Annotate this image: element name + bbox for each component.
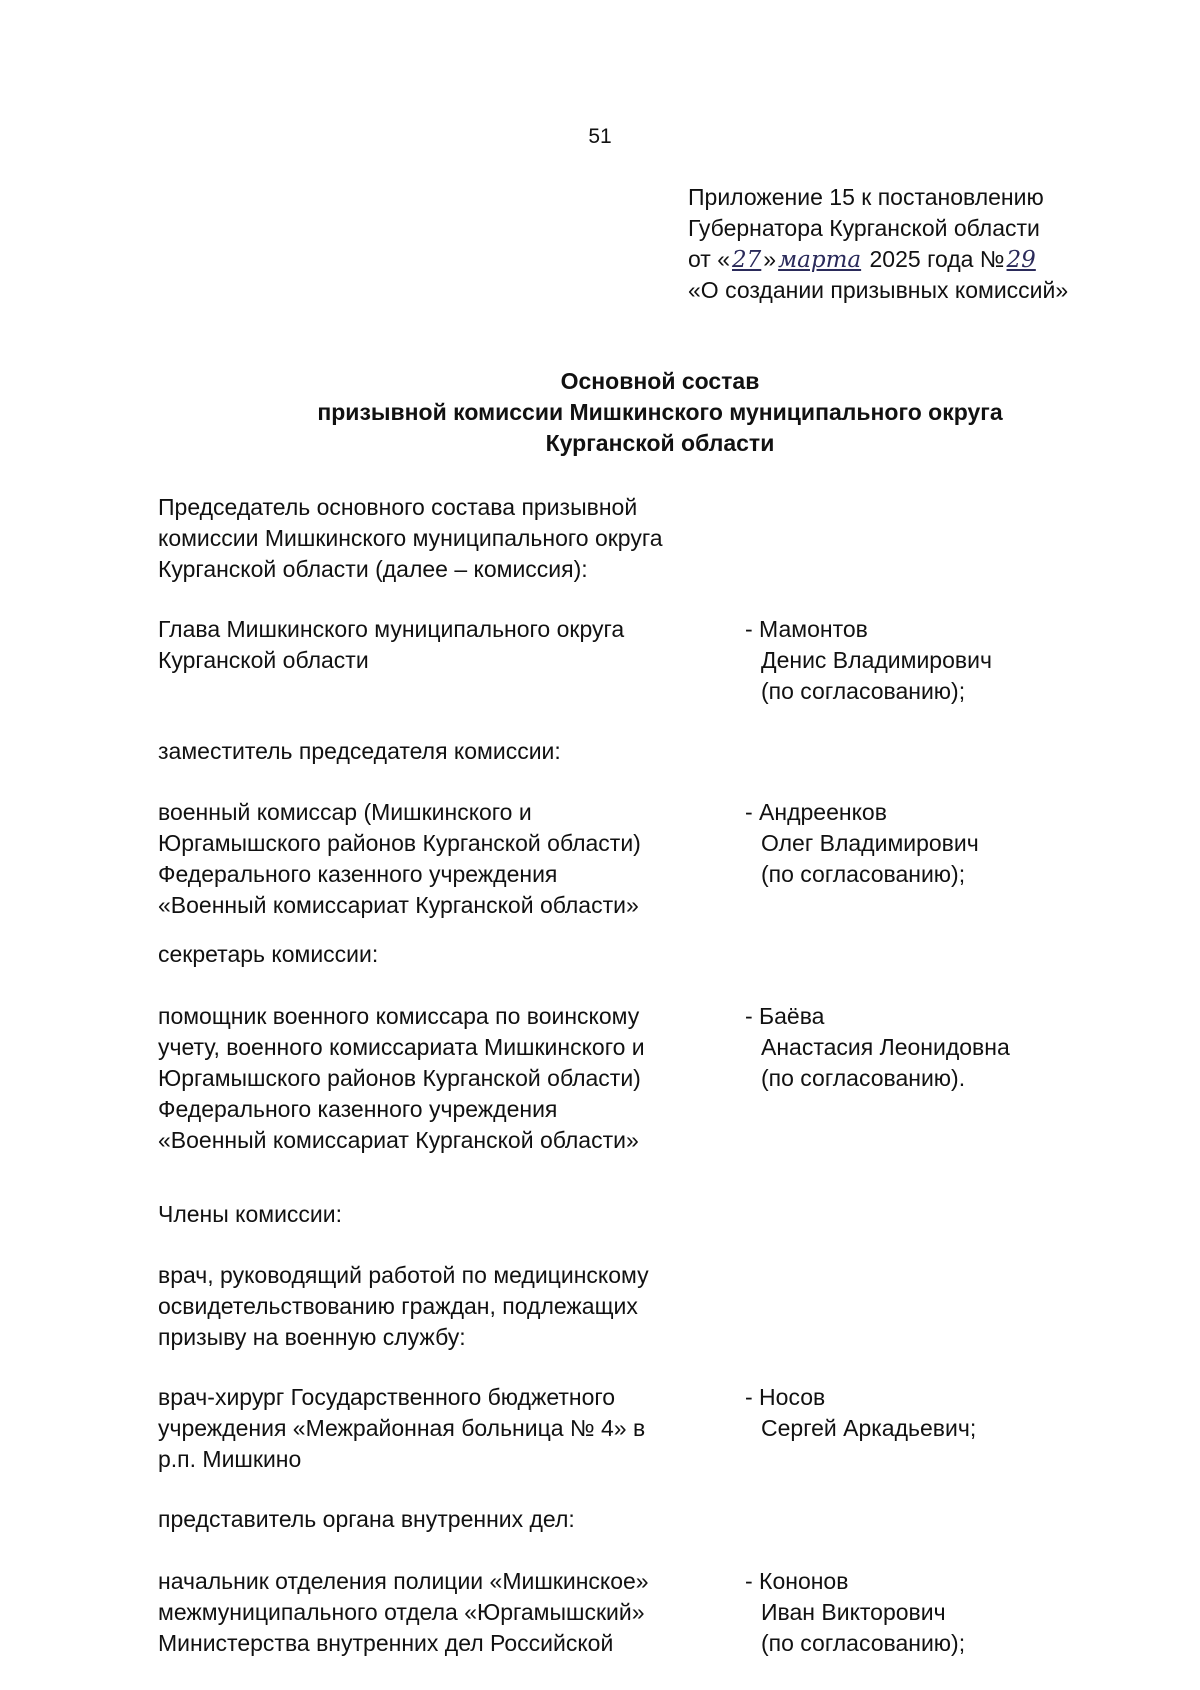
deputy-name-line-1: - Андреенков [745, 799, 887, 825]
deputy-label [158, 736, 738, 767]
deputy-position-line-3: Федерального казенного учреждения [158, 861, 558, 887]
secretary-position-line-1: помощник военного комиссара по воинскому [158, 1003, 640, 1029]
appendix-header [688, 182, 1068, 306]
secretary-name-line-2: Анастасия Леонидовна [761, 1034, 1010, 1060]
members-label-text: Члены комиссии: [158, 1201, 343, 1227]
appendix-line-3 [688, 244, 1068, 275]
chair-intro-line-3: Курганской области (далее – комиссия): [158, 556, 588, 582]
chair-intro-line-2: комиссии Мишкинского муниципального округа [158, 525, 663, 551]
police-position [158, 1566, 738, 1659]
secretary-position-line-3: Юргамышского районов Курганской области) [158, 1065, 641, 1091]
appendix-year: 2025 года № [863, 246, 1005, 272]
appendix-line-4: «О создании призывных комиссий» [688, 277, 1069, 303]
surgeon-position-line-2: учреждения «Межрайонная больница № 4» в [158, 1415, 646, 1441]
chair-name-line-2: Денис Владимирович [761, 647, 992, 673]
surgeon-position-line-3: р.п. Мишкино [158, 1446, 302, 1472]
police-label-text: представитель органа внутренних дел: [158, 1506, 575, 1532]
secretary-label-text: секретарь комиссии: [158, 941, 379, 967]
chair-name-line-1: - Мамонтов [745, 616, 868, 642]
police-name-line-1: - Кононов [745, 1568, 849, 1594]
secretary-name-line-3: (по согласованию). [761, 1065, 966, 1091]
appendix-date-prefix: от « [688, 246, 731, 272]
appendix-date-mid: » [763, 246, 777, 272]
surgeon-name-line-1: - Носов [745, 1384, 826, 1410]
police-name [745, 1566, 965, 1659]
secretary-name [745, 1001, 1010, 1094]
appendix-line-1: Приложение 15 к постановлению [688, 184, 1044, 210]
chair-position-line-1: Глава Мишкинского муниципального округа [158, 616, 625, 642]
secretary-position-line-4: Федерального казенного учреждения [158, 1096, 558, 1122]
deputy-position [158, 797, 738, 921]
doctor-label-line-2: освидетельствованию граждан, подлежащих [158, 1293, 638, 1319]
secretary-position-line-2: учету, военного комиссариата Мишкинского и [158, 1034, 645, 1060]
chair-intro [158, 492, 738, 585]
chair-name-line-3: (по согласованию); [761, 678, 966, 704]
surgeon-position-line-1: врач-хирург Государственного бюджетного [158, 1384, 616, 1410]
police-position-line-1: начальник отделения полиции «Мишкинское» [158, 1568, 649, 1594]
surgeon-position [158, 1382, 738, 1475]
police-position-line-2: межмуниципального отдела «Юргамышский» [158, 1599, 645, 1625]
handwritten-day: 27 [732, 247, 762, 273]
deputy-position-line-1: военный комиссар (Мишкинского и [158, 799, 532, 825]
police-name-line-2: Иван Викторович [761, 1599, 946, 1625]
title-line-3: Курганской области [545, 430, 775, 456]
deputy-name [745, 797, 979, 890]
secretary-position-line-5: «Военный комиссариат Курганской области» [158, 1127, 639, 1153]
surgeon-name-line-2: Сергей Аркадьевич; [761, 1415, 977, 1441]
police-position-line-3: Министерства внутренних дел Российской [158, 1630, 614, 1656]
deputy-name-line-3: (по согласованию); [761, 861, 966, 887]
appendix-line-2: Губернатора Курганской области [688, 215, 1040, 241]
surgeon-name [745, 1382, 976, 1444]
secretary-name-line-1: - Баёва [745, 1003, 825, 1029]
deputy-position-line-4: «Военный комиссариат Курганской области» [158, 892, 639, 918]
deputy-label-text: заместитель председателя комиссии: [158, 738, 561, 764]
doctor-label-line-1: врач, руководящий работой по медицинскому [158, 1262, 649, 1288]
document-title [0, 366, 1200, 459]
chair-position-line-2: Курганской области [158, 647, 369, 673]
police-label [158, 1504, 738, 1535]
secretary-position [158, 1001, 738, 1156]
doctor-label [158, 1260, 738, 1353]
page-number: 51 [588, 125, 612, 148]
chair-intro-line-1: Председатель основного состава призывной [158, 494, 638, 520]
police-name-line-3: (по согласованию); [761, 1630, 966, 1656]
secretary-label [158, 939, 738, 970]
chair-position [158, 614, 738, 676]
members-label [158, 1199, 738, 1230]
deputy-position-line-2: Юргамышского районов Курганской области) [158, 830, 641, 856]
title-line-1: Основной состав [560, 368, 760, 394]
deputy-name-line-2: Олег Владимирович [761, 830, 979, 856]
handwritten-number: 29 [1006, 247, 1036, 273]
title-line-2: призывной комиссии Мишкинского муниципального округа [317, 399, 1003, 425]
doctor-label-line-3: призыву на военную службу: [158, 1324, 466, 1350]
chair-name [745, 614, 992, 707]
handwritten-month: марта [778, 247, 862, 273]
